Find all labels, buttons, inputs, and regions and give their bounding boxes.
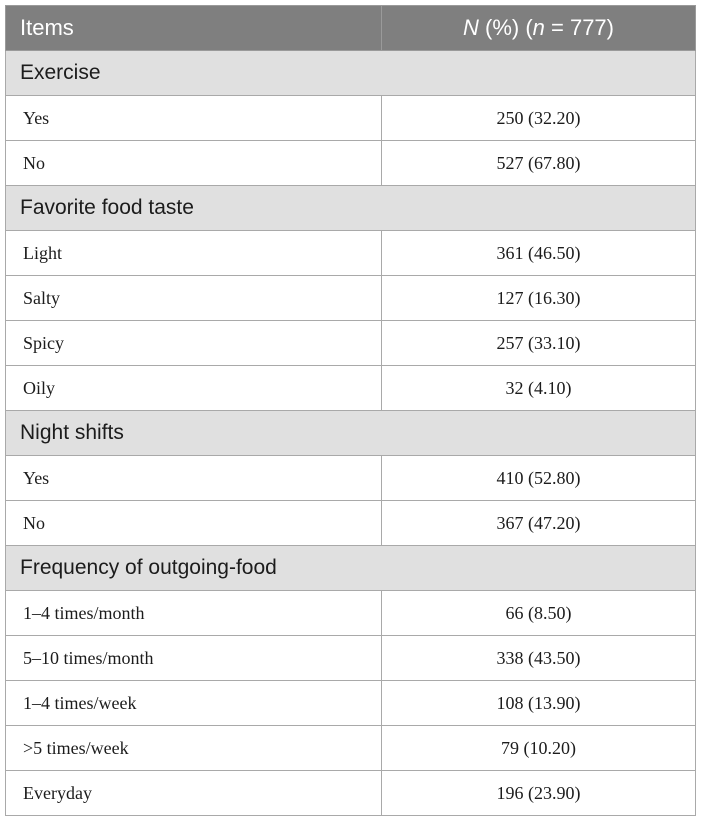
row-item: 1–4 times/week <box>6 681 382 726</box>
section-title: Night shifts <box>6 411 696 456</box>
table-row <box>6 501 696 546</box>
section-row-night-shifts <box>6 411 696 456</box>
n-percent-column-header <box>382 6 696 51</box>
row-item: Light <box>6 231 382 276</box>
n-symbol: N <box>462 15 479 40</box>
section-row-favorite-food-taste <box>6 186 696 231</box>
table-row <box>6 231 696 276</box>
row-value: 79 (10.20) <box>382 726 696 771</box>
row-item: No <box>6 501 382 546</box>
row-value: 410 (52.80) <box>382 456 696 501</box>
table-row <box>6 771 696 816</box>
section-row-frequency-of-outgoing-food <box>6 546 696 591</box>
row-item: Oily <box>6 366 382 411</box>
section-title: Exercise <box>6 51 696 96</box>
row-value: 127 (16.30) <box>382 276 696 321</box>
table-row <box>6 96 696 141</box>
row-item: >5 times/week <box>6 726 382 771</box>
table-header-row <box>6 6 696 51</box>
table-row <box>6 726 696 771</box>
table-row <box>6 636 696 681</box>
n-small-symbol: n <box>532 15 545 40</box>
table-row <box>6 366 696 411</box>
items-column-header: Items <box>6 6 382 51</box>
row-item: Everyday <box>6 771 382 816</box>
row-item: Salty <box>6 276 382 321</box>
row-value: 196 (23.90) <box>382 771 696 816</box>
row-value: 338 (43.50) <box>382 636 696 681</box>
row-value: 367 (47.20) <box>382 501 696 546</box>
row-value: 257 (33.10) <box>382 321 696 366</box>
row-value: 66 (8.50) <box>382 591 696 636</box>
section-title: Frequency of outgoing-food <box>6 546 696 591</box>
row-value: 108 (13.90) <box>382 681 696 726</box>
row-item: Spicy <box>6 321 382 366</box>
table-row <box>6 276 696 321</box>
total-label: = 777) <box>544 15 614 40</box>
section-title: Favorite food taste <box>6 186 696 231</box>
row-item: 1–4 times/month <box>6 591 382 636</box>
row-value: 250 (32.20) <box>382 96 696 141</box>
row-value: 32 (4.10) <box>382 366 696 411</box>
row-value: 361 (46.50) <box>382 231 696 276</box>
row-item: Yes <box>6 96 382 141</box>
table-row <box>6 456 696 501</box>
table-row <box>6 681 696 726</box>
row-item: Yes <box>6 456 382 501</box>
section-row-exercise <box>6 51 696 96</box>
table-row <box>6 141 696 186</box>
table-row <box>6 591 696 636</box>
percent-label: (%) ( <box>478 15 533 40</box>
row-item: No <box>6 141 382 186</box>
table-row <box>6 321 696 366</box>
data-table <box>5 5 696 816</box>
row-value: 527 (67.80) <box>382 141 696 186</box>
row-item: 5–10 times/month <box>6 636 382 681</box>
